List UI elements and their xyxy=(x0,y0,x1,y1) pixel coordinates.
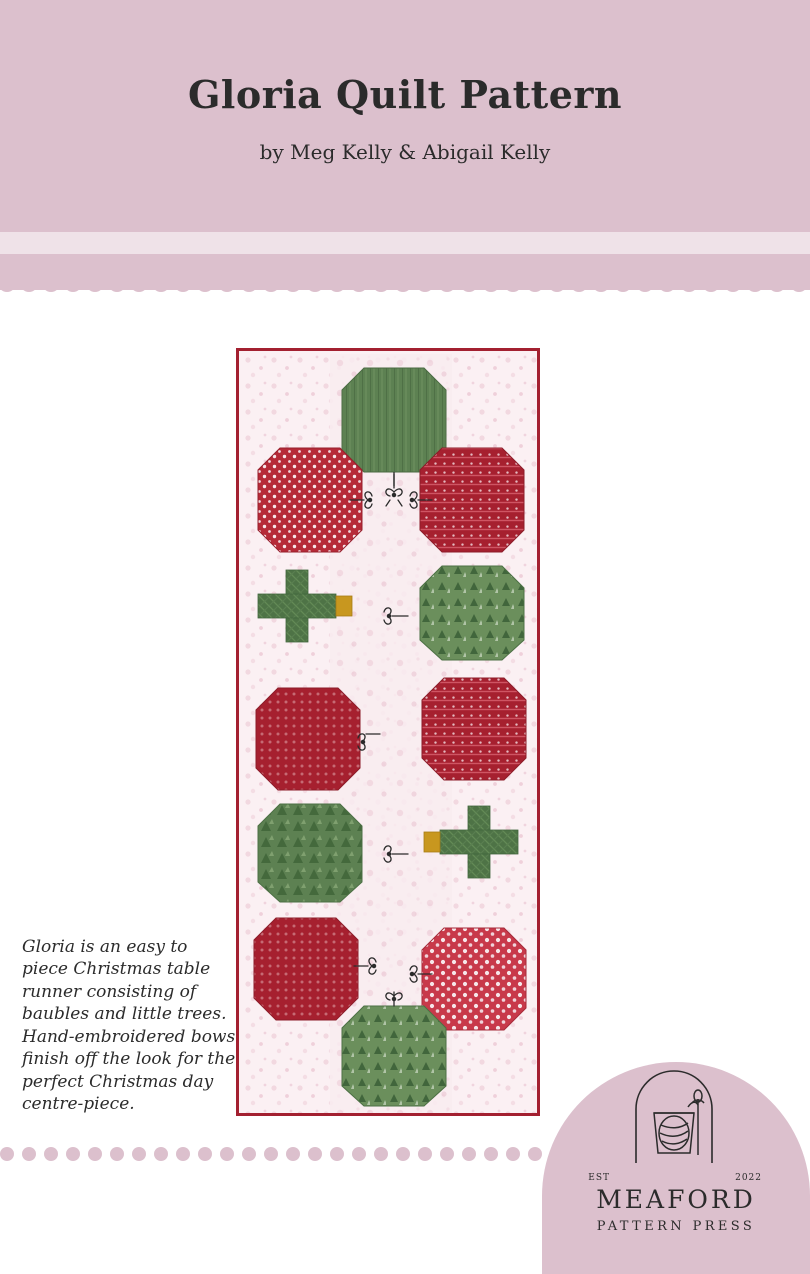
header-divider-strip xyxy=(0,232,810,254)
page-title: Gloria Quilt Pattern xyxy=(187,72,623,117)
brand-est-label: EST xyxy=(588,1173,610,1183)
brand-est-year: 2022 xyxy=(735,1173,762,1183)
quilt-block-octagon xyxy=(256,688,360,790)
quilt-block-octagon xyxy=(258,804,362,902)
scallop-dots xyxy=(0,275,810,305)
brand-tagline: PATTERN PRESS xyxy=(596,1219,756,1234)
page-byline: by Meg Kelly & Abigail Kelly xyxy=(259,140,551,164)
quilt-canvas xyxy=(242,354,534,1110)
brand-name: MEAFORD xyxy=(596,1185,756,1214)
quilt-block-octagon xyxy=(420,566,524,660)
quilt-block-octagon xyxy=(342,368,446,472)
thread-spool-and-needle-icon xyxy=(626,1063,722,1167)
page-footer xyxy=(0,1035,810,1274)
quilt-block-octagon xyxy=(420,448,524,552)
quilt-preview xyxy=(236,348,540,1116)
quilt-block-octagon xyxy=(422,928,526,1030)
page-header xyxy=(0,0,810,232)
quilt-illustration xyxy=(242,354,540,1116)
scallop-band xyxy=(0,254,810,290)
quilt-block-octagon xyxy=(422,678,526,780)
quilt-block-octagon xyxy=(254,918,358,1020)
pattern-description: Gloria is an easy to piece Christmas table runner consisting of baubles and little trees. Hand-embroidered bows finish off the look for the perfect Christmas day centre-piece. xyxy=(22,937,236,1115)
quilt-block-octagon xyxy=(258,448,362,552)
